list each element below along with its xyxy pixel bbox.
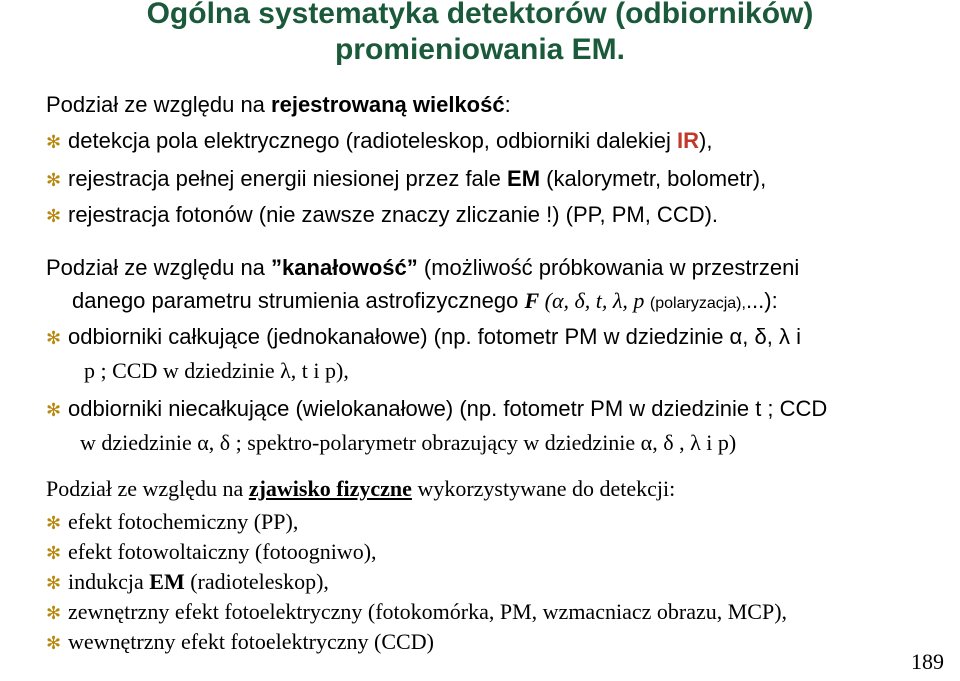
bullet-icon: ✻ [46,400,62,421]
page-number: 189 [911,649,944,674]
section2-item-1: ✻ odbiorniki całkujące (jednokanałowe) (np. fotometr PM w dziedzinie α, δ, λ i [46,324,801,352]
slide-title [0,0,960,68]
section3-intro: Podział ze względu na zjawisko fizyczne wykorzystywane do detekcji: [46,476,676,501]
bullet-icon: ✻ [46,132,62,153]
section3-item-4: ✻ zewnętrzny efekt fotoelektryczny (fotokomórka, PM, wzmacniacz obrazu, MCP), [46,599,787,627]
bullet-icon: ✻ [46,633,62,654]
section1-intro: Podział ze względu na rejestrowaną wielkość: [46,92,511,117]
section2-intro-cont: danego parametru strumienia astrofizycznego F (α, δ, t, λ, p (polaryzacja),...): [72,288,778,313]
bullet-icon: ✻ [46,206,62,227]
section1-item-3: ✻ rejestracja fotonów (nie zawsze znaczy zliczanie !) (PP, PM, CCD). [46,202,718,230]
section2-item-1-cont: p ; CCD w dziedzinie λ, t i p), [84,358,349,383]
title-line-2: promieniowania EM. [334,33,626,66]
section3-item-3: ✻ indukcja EM (radioteleskop), [46,569,329,597]
bullet-icon: ✻ [46,170,62,191]
bullet-icon: ✻ [46,543,62,564]
section2-item-2: ✻ odbiorniki niecałkujące (wielokanałowe) (np. fotometr PM w dziedzinie t ; CCD [46,396,827,424]
bullet-icon: ✻ [46,573,62,594]
section2-intro: Podział ze względu na ”kanałowość” (możliwość próbkowania w przestrzeni [46,255,800,280]
section1-item-1: ✻ detekcja pola elektrycznego (radioteleskop, odbiorniki dalekiej IR), [46,128,712,156]
section1-item-2: ✻ rejestracja pełnej energii niesionej przez fale EM (kalorymetr, bolometr), [46,166,766,194]
bullet-icon: ✻ [46,513,62,534]
bullet-icon: ✻ [46,328,62,349]
section3-item-1: ✻ efekt fotochemiczny (PP), [46,509,298,537]
section3-item-2: ✻ efekt fotowoltaiczny (fotoogniwo), [46,539,377,567]
bullet-icon: ✻ [46,603,62,624]
section3-item-5: ✻ wewnętrzny efekt fotoelektryczny (CCD) [46,629,434,657]
section2-item-2-cont: w dziedzinie α, δ ; spektro-polarymetr obrazujący w dziedzinie α, δ , λ i p) [80,430,737,455]
title-line-1: Ogólna systematyka detektorów (odbiorników) [146,0,814,30]
